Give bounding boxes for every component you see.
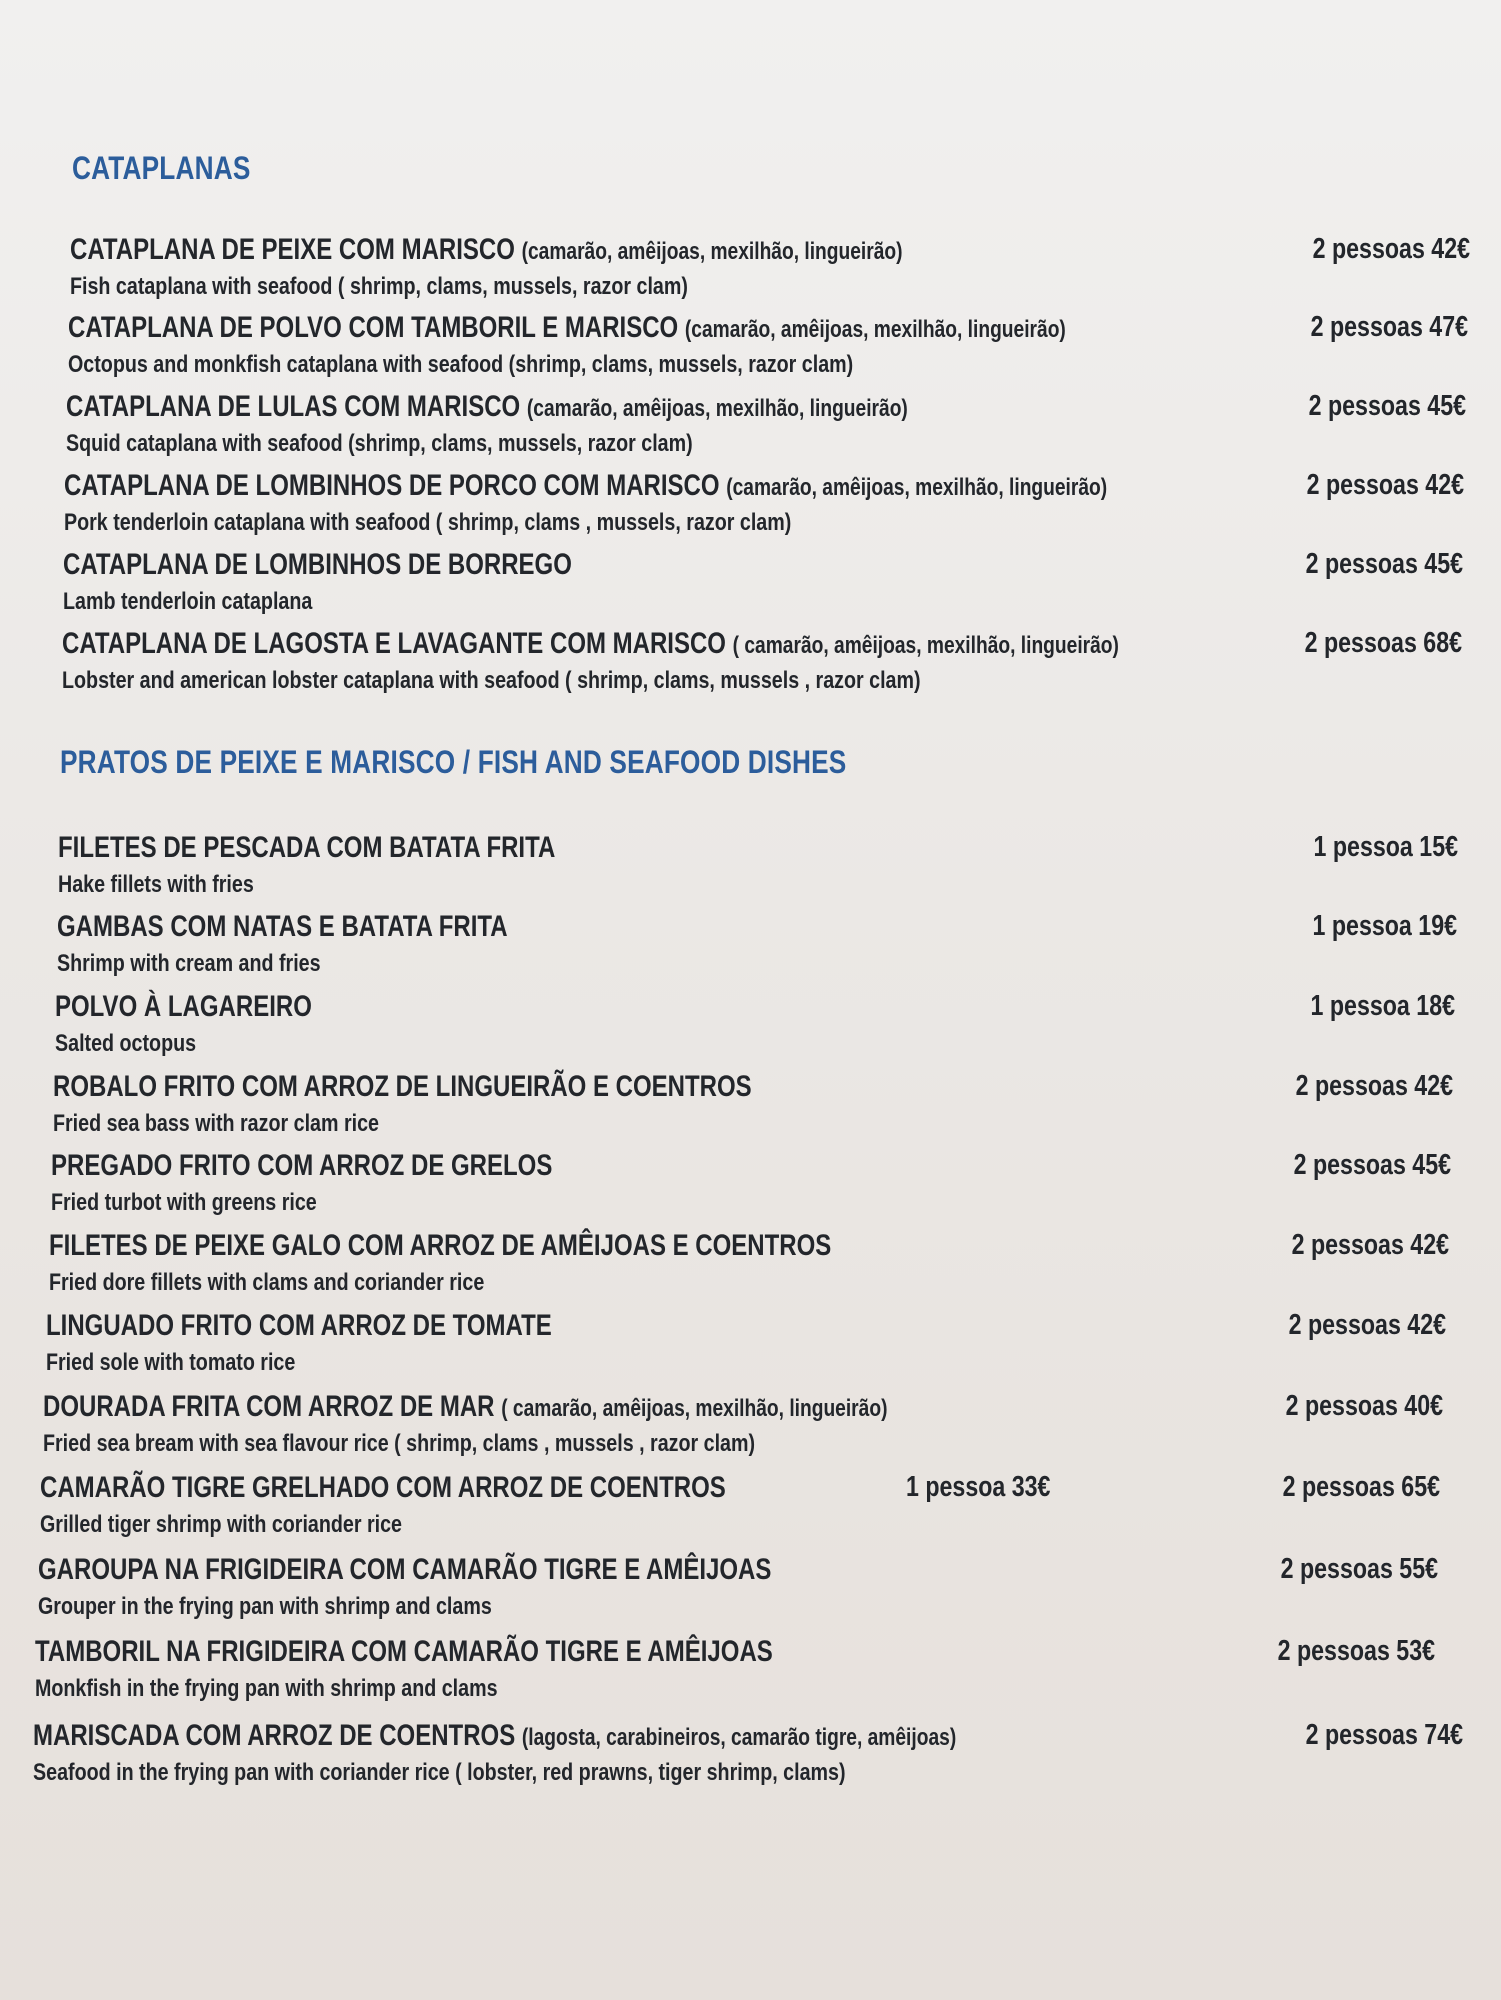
item-price: 2 pessoas 42€ bbox=[1291, 1229, 1449, 1261]
menu-item bbox=[43, 1390, 1443, 1470]
item-name: POLVO À LAGAREIRO bbox=[55, 990, 312, 1023]
item-note: ( camarão, amêijoas, mexilhão, lingueirão) bbox=[732, 632, 1119, 659]
menu-item bbox=[57, 910, 1457, 990]
item-description: Pork tenderloin cataplana with seafood ( shrimp, clams , mussels, razor clam) bbox=[64, 509, 792, 536]
item-price: 2 pessoas 42€ bbox=[1312, 233, 1470, 265]
item-price: 1 pessoa 18€ bbox=[1310, 990, 1455, 1022]
item-price: 2 pessoas 68€ bbox=[1304, 627, 1462, 659]
item-price: 2 pessoas 45€ bbox=[1308, 390, 1466, 422]
item-name: FILETES DE PEIXE GALO COM ARROZ DE AMÊIJOAS E COENTROS bbox=[49, 1229, 832, 1262]
item-price: 2 pessoas 53€ bbox=[1277, 1635, 1435, 1667]
item-description: Fried turbot with greens rice bbox=[51, 1189, 317, 1216]
item-name: CATAPLANA DE POLVO COM TAMBORIL E MARISCO (camarão, amêijoas, mexilhão, lingueirão) bbox=[68, 311, 1066, 344]
item-description: Fried sea bream with sea flavour rice ( shrimp, clams , mussels , razor clam) bbox=[43, 1430, 756, 1457]
item-name: MARISCADA COM ARROZ DE COENTROS (lagosta, carabineiros, camarão tigre, amêijoas) bbox=[33, 1719, 957, 1752]
item-name: DOURADA FRITA COM ARROZ DE MAR ( camarão, amêijoas, mexilhão, lingueirão) bbox=[43, 1390, 888, 1423]
item-name: CATAPLANA DE LAGOSTA E LAVAGANTE COM MARISCO ( camarão, amêijoas, mexilhão, lingueirão) bbox=[62, 627, 1119, 660]
item-description: Lamb tenderloin cataplana bbox=[63, 588, 313, 615]
item-description: Octopus and monkfish cataplana with seafood (shrimp, clams, mussels, razor clam) bbox=[68, 351, 854, 378]
menu-item bbox=[35, 1635, 1435, 1715]
item-price: 1 pessoa 15€ bbox=[1313, 831, 1458, 863]
item-name: GAMBAS COM NATAS E BATATA FRITA bbox=[57, 910, 508, 943]
menu-item bbox=[70, 233, 1470, 313]
menu-item bbox=[66, 390, 1466, 470]
item-name: FILETES DE PESCADA COM BATATA FRITA bbox=[58, 831, 556, 864]
item-note: (camarão, amêijoas, mexilhão, lingueirão) bbox=[684, 316, 1066, 343]
item-description: Fried dore fillets with clams and coriander rice bbox=[49, 1269, 485, 1296]
menu-item bbox=[53, 1070, 1453, 1150]
item-description: Salted octopus bbox=[55, 1030, 197, 1057]
item-name: ROBALO FRITO COM ARROZ DE LINGUEIRÃO E COENTROS bbox=[53, 1070, 752, 1103]
item-description: Seafood in the frying pan with coriander rice ( lobster, red prawns, tiger shrimp, clams) bbox=[33, 1759, 846, 1786]
item-name: CATAPLANA DE PEIXE COM MARISCO (camarão, amêijoas, mexilhão, lingueirão) bbox=[70, 233, 903, 266]
item-note: (lagosta, carabineiros, camarão tigre, amêijoas) bbox=[521, 1724, 957, 1751]
section-title-cataplanas: CATAPLANAS bbox=[72, 150, 251, 186]
item-description: Fish cataplana with seafood ( shrimp, clams, mussels, razor clam) bbox=[70, 273, 688, 300]
item-price: 2 pessoas 55€ bbox=[1280, 1553, 1438, 1585]
menu-item bbox=[58, 831, 1458, 911]
menu-item bbox=[46, 1309, 1446, 1389]
menu-item bbox=[64, 469, 1464, 549]
item-note: ( camarão, amêijoas, mexilhão, lingueirão) bbox=[501, 1395, 888, 1422]
item-price: 2 pessoas 74€ bbox=[1305, 1719, 1463, 1751]
item-description: Fried sole with tomato rice bbox=[46, 1349, 296, 1376]
item-name: TAMBORIL NA FRIGIDEIRA COM CAMARÃO TIGRE E AMÊIJOAS bbox=[35, 1635, 773, 1668]
item-note: (camarão, amêijoas, mexilhão, lingueirão) bbox=[726, 474, 1108, 501]
item-price: 2 pessoas 45€ bbox=[1293, 1149, 1451, 1181]
item-price: 2 pessoas 45€ bbox=[1305, 548, 1463, 580]
item-name: CAMARÃO TIGRE GRELHADO COM ARROZ DE COENTROS bbox=[40, 1471, 726, 1504]
section-title-fish-seafood: PRATOS DE PEIXE E MARISCO / FISH AND SEAFOOD DISHES bbox=[60, 744, 847, 780]
item-price: 2 pessoas 42€ bbox=[1306, 469, 1464, 501]
item-description: Fried sea bass with razor clam rice bbox=[53, 1110, 379, 1137]
menu-item bbox=[68, 311, 1468, 391]
menu-item bbox=[51, 1149, 1451, 1229]
menu-item bbox=[63, 548, 1463, 628]
item-price: 2 pessoas 47€ bbox=[1310, 311, 1468, 343]
menu-item bbox=[49, 1229, 1449, 1309]
item-description: Squid cataplana with seafood (shrimp, clams, mussels, razor clam) bbox=[66, 430, 693, 457]
item-name: CATAPLANA DE LOMBINHOS DE PORCO COM MARISCO (camarão, amêijoas, mexilhão, lingueirão) bbox=[64, 469, 1108, 502]
item-description: Shrimp with cream and fries bbox=[57, 950, 321, 977]
item-name: GAROUPA NA FRIGIDEIRA COM CAMARÃO TIGRE E AMÊIJOAS bbox=[38, 1553, 772, 1586]
item-description: Monkfish in the frying pan with shrimp and clams bbox=[35, 1675, 498, 1702]
menu-item bbox=[38, 1553, 1438, 1633]
item-note: (camarão, amêijoas, mexilhão, lingueirão) bbox=[526, 395, 908, 422]
item-price: 2 pessoas 42€ bbox=[1288, 1309, 1446, 1341]
item-name: LINGUADO FRITO COM ARROZ DE TOMATE bbox=[46, 1309, 552, 1342]
item-price: 2 pessoas 65€ bbox=[1282, 1471, 1440, 1503]
item-price: 2 pessoas 40€ bbox=[1285, 1390, 1443, 1422]
item-description: Hake fillets with fries bbox=[58, 871, 254, 898]
menu-item bbox=[62, 627, 1462, 707]
item-name: CATAPLANA DE LOMBINHOS DE BORREGO bbox=[63, 548, 572, 581]
item-description: Grilled tiger shrimp with coriander rice bbox=[40, 1511, 402, 1538]
item-name: CATAPLANA DE LULAS COM MARISCO (camarão, amêijoas, mexilhão, lingueirão) bbox=[66, 390, 908, 423]
menu-item bbox=[33, 1719, 1463, 1799]
item-note: (camarão, amêijoas, mexilhão, lingueirão) bbox=[521, 238, 903, 265]
item-price: 2 pessoas 42€ bbox=[1295, 1070, 1453, 1102]
item-price-single: 1 pessoa 33€ bbox=[906, 1471, 1051, 1503]
menu-item bbox=[40, 1471, 1440, 1551]
item-name: PREGADO FRITO COM ARROZ DE GRELOS bbox=[51, 1149, 553, 1182]
item-price: 1 pessoa 19€ bbox=[1312, 910, 1457, 942]
item-description: Grouper in the frying pan with shrimp and clams bbox=[38, 1593, 492, 1620]
item-description: Lobster and american lobster cataplana with seafood ( shrimp, clams, mussels , razor clam) bbox=[62, 667, 921, 694]
menu-item bbox=[55, 990, 1455, 1070]
